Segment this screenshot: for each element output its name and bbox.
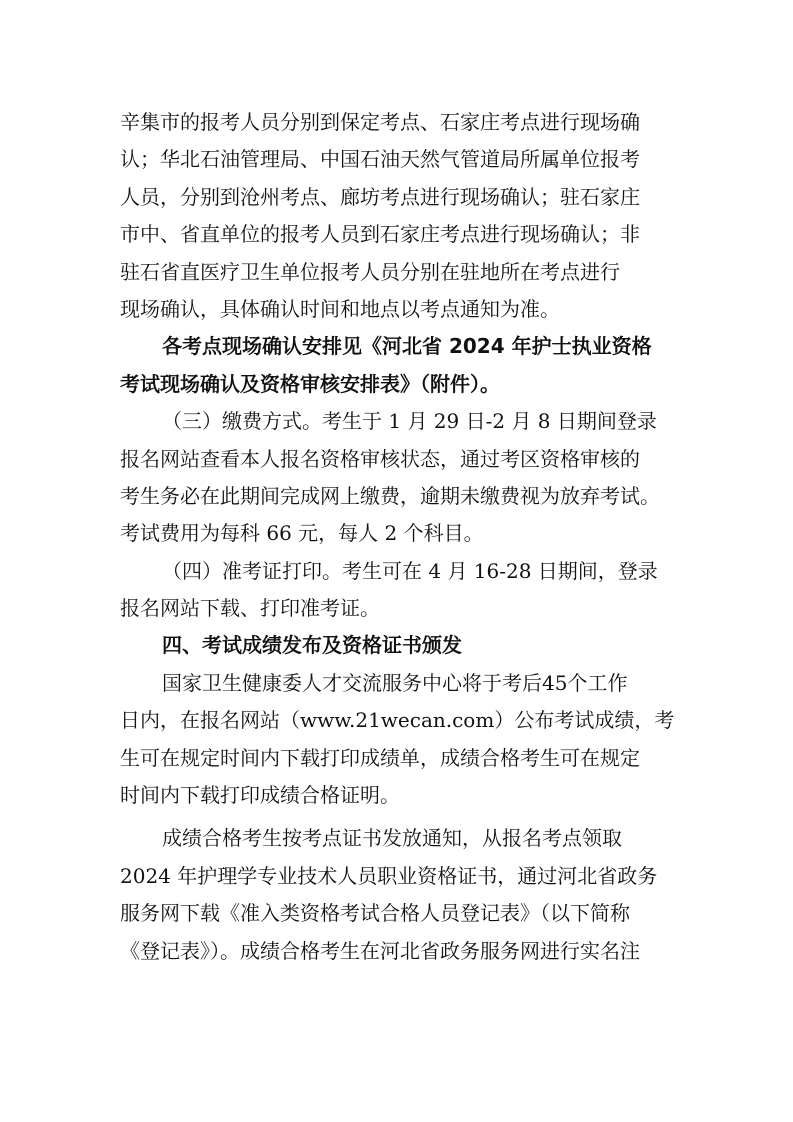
text-line: 辛集市的报考人员分别到保定考点、石家庄考点进行现场确 xyxy=(120,110,640,134)
paragraph-schedule-reference xyxy=(120,328,680,403)
text-line: （三）缴费方式。考生于 1 月 29 日-2 月 8 日期间登录 xyxy=(162,409,657,434)
text-line: 成绩合格考生按考点证书发放通知，从报名考点领取 xyxy=(162,826,622,851)
text-line: 《登记表》）。成绩合格考生在河北省政务服务网进行实名注 xyxy=(120,938,640,963)
text-line: 2024 年护理学专业技术人员职业资格证书，通过河北省政务 xyxy=(120,863,658,888)
text-line: 报名网站查看本人报名资格审核状态，通过考区资格审核的 xyxy=(120,446,640,471)
text-line: 时间内下载打印成绩合格证明。 xyxy=(120,783,400,808)
paragraph-payment-method xyxy=(120,403,680,553)
text-line: 认；华北石油管理局、中国石油天然气管道局所属单位报考 xyxy=(120,147,640,172)
paragraph-certificate-issuance xyxy=(120,820,680,970)
text-line: 现场确认，具体确认时间和地点以考点通知为准。 xyxy=(120,296,560,321)
text-line: 报名网站下载、打印准考证。 xyxy=(120,596,380,621)
text-line: 考试现场确认及资格审核安排表》（附件）。 xyxy=(120,371,500,396)
text-line: 国家卫生健康委人才交流服务中心将于考后45个工作 xyxy=(162,670,628,695)
document-body xyxy=(120,104,680,970)
text-line: 生可在规定时间内下载打印成绩单，成绩合格考生可在规定 xyxy=(120,745,640,770)
text-line: （四）准考证打印。考生可在 4 月 16-28 日期间，登录 xyxy=(162,558,658,583)
heading-text: 四、考试成绩发布及资格证书颁发 xyxy=(162,633,462,658)
text-line: 市中、省直单位的报考人员到石家庄考点进行现场确认；非 xyxy=(120,222,640,247)
text-line: 日内，在报名网站（www.21wecan.com）公布考试成绩，考 xyxy=(120,708,675,733)
text-line: 各考点现场确认安排见《河北省 2024 年护士执业资格 xyxy=(162,334,652,359)
paragraph-score-release xyxy=(120,665,680,815)
text-line: 人员，分别到沧州考点、廊坊考点进行现场确认；驻石家庄 xyxy=(120,184,640,209)
paragraph-confirmation-locations xyxy=(120,104,680,328)
paragraph-admission-ticket xyxy=(120,553,680,628)
text-line: 驻石省直医疗卫生单位报考人员分别在驻地所在考点进行 xyxy=(120,259,620,284)
section-heading xyxy=(120,627,680,664)
text-line: 考试费用为每科 66 元，每人 2 个科目。 xyxy=(120,521,484,546)
text-line: 服务网下载《准入类资格考试合格人员登记表》（以下简称 xyxy=(120,901,630,926)
text-line: 考生务必在此期间完成网上缴费，逾期未缴费视为放弃考试。 xyxy=(120,483,660,508)
